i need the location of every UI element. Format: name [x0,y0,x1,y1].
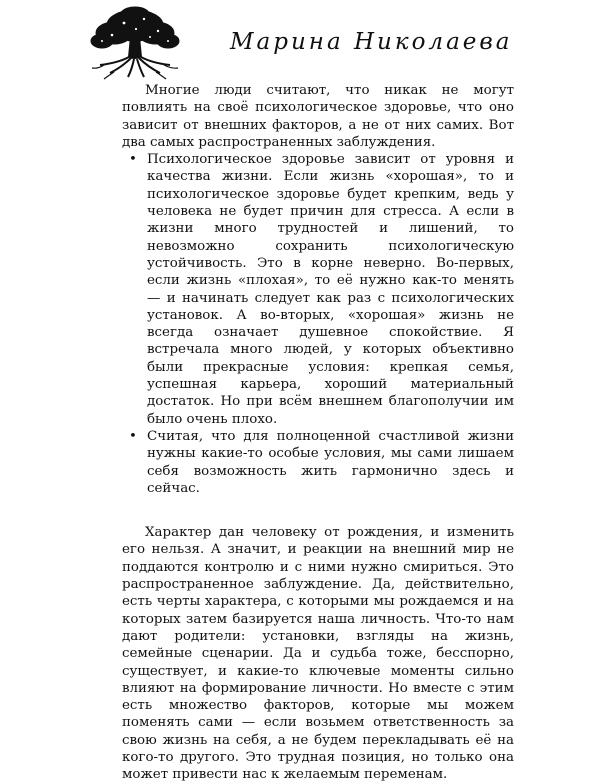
list-item-text: Психологическое здоровье зависит от уровня и качества жизни. Если жизнь «хорошая», то и психологическое здоровье будет крепким, ведь у человека не будет причин для стресса. А если в жизни много трудностей и лишений, то невозможно сохранить психологическую устойчивость. Это в корне неверно. Во-первых, если жизнь «плохая», то её нужно как-то менять — и начинать следует как раз с психологических установок. А во-вторых, «хорошая» жизнь не всегда означает душевное спокойствие. Я встречала много людей, у которых объективно были прекрасные условия: крепкая семья, успешная карьера, хороший материальный достаток. Но при всём внешнем благополучии им было очень плохо. [147,152,514,427]
list-item [122,428,514,497]
list-item [122,151,514,428]
bullet-icon: • [129,152,137,168]
intro-paragraph: Многие люди считают, что никак не могут повлиять на своё психологическое здоровье, что оно зависит от внешних факторов, а не от них самих. Вот два самых распространенных заблуждения. [122,83,514,150]
page-header [0,0,600,80]
author-name: Марина Николаева [230,29,513,55]
text-body [122,82,514,784]
misconceptions-list [122,151,514,497]
bullet-icon: • [129,428,137,444]
list-item-text: Считая, что для полноценной счастливой жизни нужны какие-то особые условия, мы сами лишаем себя возможность жить гармонично здесь и сейчас. [147,428,514,496]
tree-of-life-icon [84,5,186,81]
section-gap [122,497,514,524]
character-paragraph: Характер дан человеку от рождения, и изменить его нельзя. А значит, и реакции на внешний мир не поддаются контролю и с ними нужно смириться. Это распространенное заблуждение. Да, действительно, есть черты характера, с которыми мы рождаемся и на которых затем базируется наша личность. Что-то нам дают родители: установки, взгляды на жизнь, семейные сценарии. Да и судьба тоже, бесспорно, существует, и какие-то ключевые моменты сильно влияют на формирование личности. Но вместе с этим есть множество факторов, которые мы можем поменять сами — если возьмем ответственность за свою жизнь на себя, а не будем перекладывать её на кого-то другого. Это трудная позиция, но только она может привести нас к желаемым переменам. [122,525,514,783]
